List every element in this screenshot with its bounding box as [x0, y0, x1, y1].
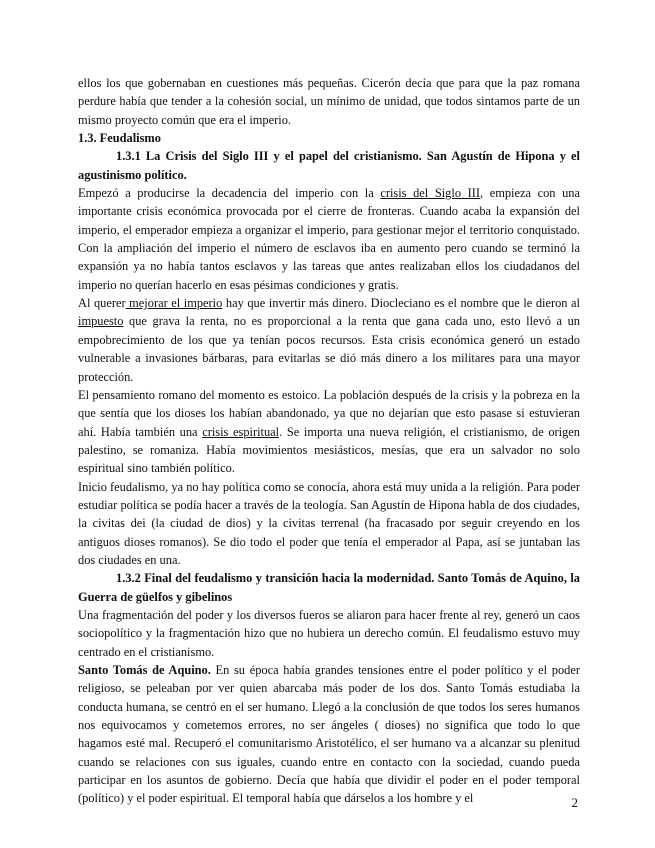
link-impuesto[interactable]: impuesto [78, 314, 124, 329]
page-content [78, 74, 580, 808]
text: hay que invertir más dinero. Diocleciano es el nombre que le dieron al [222, 296, 580, 311]
text: El pensamiento romano del momento es estoico. La población después de la crisis y la pobreza en la que sentía que los dioses los habían abandonado, ya que no dejarían que esto pasase si estuvieran ahí. Había también una [78, 387, 580, 439]
text: , empieza con una importante crisis económica provocada por el cierre de fronteras. Cuando acaba la expansión del imperio, el emperador empieza a organizar el imperio, para gestionar mejor el territorio conquistado. Con la ampliación del imperio el número de esclavos iba en aumento pero cuando se terminó la expansión ya no había tantos esclavos y las tareas que antes realizaban ellos los ciudadanos del imperio no querían hacerlo en esas pésimas condiciones y gratis. [78, 186, 580, 292]
link-mejorar-imperio[interactable]: mejorar el imperio [125, 296, 223, 311]
text: Al querer [78, 296, 126, 311]
paragraph-fragmentacion: Una fragmentación del poder y los diversos fueros se aliaron para hacer frente al rey, generó un caos sociopolítico y la fragmentación hizo que no hubiera un derecho común. El feudalismo estuvo muy centrado en el cristianismo. [78, 607, 580, 659]
link-crisis-siglo-iii[interactable]: crisis del Siglo III [380, 186, 481, 201]
paragraph-crisis-siglo-iii [78, 184, 580, 294]
text: En su época había grandes tensiones entre el poder político y el poder religioso, se peleaban por ver quien abarcaba más poder de los dos. Santo Tomás estudiaba la conducta humana, se centró en el ser humano. Llegó a la conclusión de que todos los seres humanos nos equivocamos y cometemos errores, no ser ángeles ( dioses) no significa que todo lo que hagamos esté mal. Recuperó el comunitarismo Aristotélico, el ser humano va a alcanzar su plenitud cuando se relaciones con sus iguales, cuando entre en contacto con la sociedad, cuando pueda participar en los asuntos de gobierno. Decía que había que dividir el poder en el poder temporal (político) y el poder espiritual. El temporal había que dárselos a los hombre y el [78, 663, 581, 806]
subsection-heading-crisis: 1.3.1 La Crisis del Siglo III y el papel del cristianismo. San Agustín de Hipona y el agustinismo político. [78, 149, 580, 182]
section-heading-feudalismo: 1.3. Feudalismo [78, 131, 161, 146]
text: que grava la renta, no es proporcional a la renta que gana cada uno, esto llevó a un empobrecimiento de los que ya tenían pocos recursos. Esta crisis económica generó un estado vulnerable a invasiones bárbaras, para evitarlas se dió más dinero a los militares para una mayor protección. [78, 314, 580, 384]
santo-tomas-label: Santo Tomás de Aquino. [78, 663, 211, 677]
page-number: 2 [571, 795, 578, 810]
paragraph-santo-tomas [78, 661, 580, 808]
subsection-heading-final-feudalismo: 1.3.2 Final del feudalismo y transición hacia la modernidad. Santo Tomás de Aquino, la Guerra de güelfos y gibelinos [78, 571, 580, 604]
intro-paragraph: ellos los que gobernaban en cuestiones más pequeñas. Cicerón decía que para que la paz romana perdure había que tender a la cohesión social, un mínimo de unidad, que todos sintamos parte de un mismo proyecto común que era el imperio. [78, 76, 580, 127]
text: . Se importa una nueva religión, el cristianismo, de origen palestino, se romaniza. Había movimientos mesiásticos, mesías, que era un salvador no solo espiritual sino también político. [78, 424, 580, 476]
text: Empezó a producirse la decadencia del imperio con la [78, 186, 381, 201]
paragraph-inicio-feudalismo: Inicio feudalismo, ya no hay política como se conocía, ahora está muy unida a la religión. Para poder estudiar política se podía hacer a través de la teología. San Agustín de Hipona habla de dos ciudades, la civitas dei (la ciudad de dios) y la civitas terrenal (ha fracasado por seguir creyendo en los antiguos dioses romanos). Se dio todo el poder que tenía el emperador al Papa, así se juntaban las dos ciudades en una. [78, 479, 580, 567]
paragraph-pensamiento-romano [78, 386, 580, 478]
paragraph-impuesto [78, 294, 580, 386]
link-crisis-espiritual[interactable]: crisis espiritual [202, 424, 280, 439]
